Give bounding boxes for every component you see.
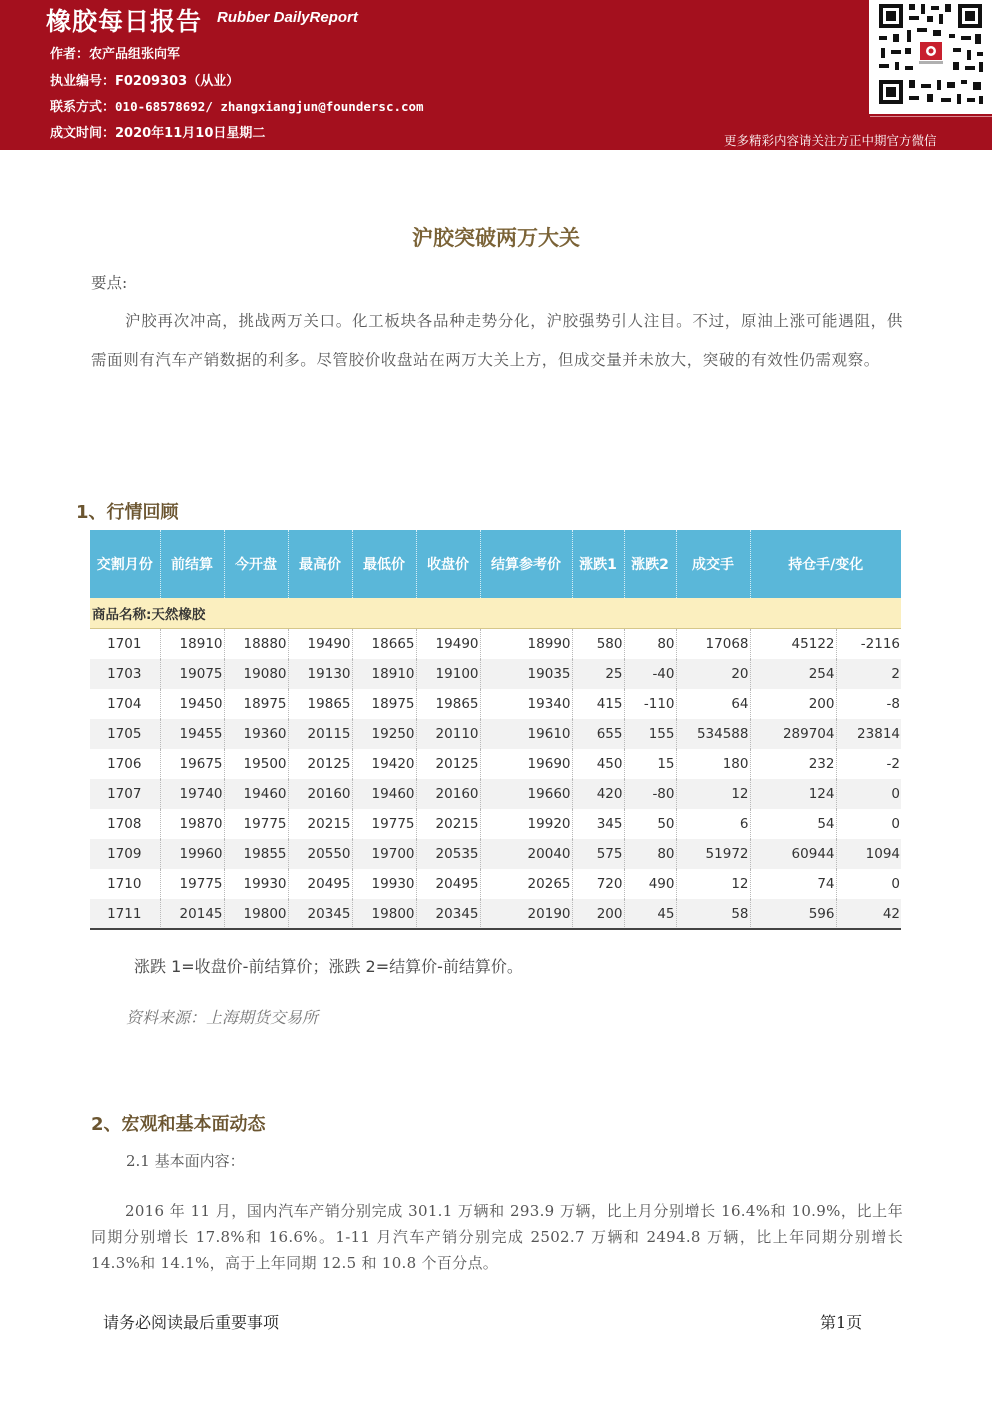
cell-settle-ref: 19660 [480, 779, 572, 809]
cell-change1: 580 [572, 629, 624, 660]
cell-settle-ref: 19920 [480, 809, 572, 839]
cell-prev-settle: 19775 [160, 869, 224, 899]
cell-close: 20495 [416, 869, 480, 899]
cell-close: 20345 [416, 899, 480, 929]
cell-oi-change: 0 [836, 869, 901, 899]
table-row [90, 809, 901, 839]
cell-volume: 64 [676, 689, 750, 719]
cell-settle-ref: 20040 [480, 839, 572, 869]
col-header-open-interest[interactable]: 持仓手/变化 [750, 530, 901, 598]
category-row [90, 598, 901, 629]
cell-prev-settle: 19675 [160, 749, 224, 779]
cell-change1: 415 [572, 689, 624, 719]
report-title: 橡胶每日报告 [46, 7, 203, 36]
cell-settle-ref: 20265 [480, 869, 572, 899]
cell-oi-change: 1094 [836, 839, 901, 869]
cell-open: 19080 [224, 659, 288, 689]
table-row [90, 719, 901, 749]
cell-open: 19460 [224, 779, 288, 809]
cell-volume: 180 [676, 749, 750, 779]
contact-label: 联系方式： [50, 100, 116, 115]
cell-delivery-month: 1709 [90, 839, 160, 869]
cell-open: 19360 [224, 719, 288, 749]
cell-oi-change: -8 [836, 689, 901, 719]
cell-close: 19490 [416, 629, 480, 660]
cell-delivery-month: 1711 [90, 899, 160, 929]
cell-change2: 155 [624, 719, 676, 749]
cell-change2: 80 [624, 839, 676, 869]
header-divider [870, 116, 992, 117]
cell-high: 20345 [288, 899, 352, 929]
cell-delivery-month: 1708 [90, 809, 160, 839]
col-header-close[interactable]: 收盘价 [416, 530, 480, 598]
cell-oi-change: 0 [836, 809, 901, 839]
table-bottom-border [90, 928, 901, 930]
table-header-row [90, 530, 901, 598]
cell-change2: 50 [624, 809, 676, 839]
cell-prev-settle: 19740 [160, 779, 224, 809]
cell-oi-change: 42 [836, 899, 901, 929]
fundamentals-paragraph: 2016 年 11 月，国内汽车产销分别完成 301.1 万辆和 293.9 万辆，比上月分别增长 16.4%和 10.9%，比上年同期分别增长 17.8%和 16.6%。1-11 月汽车产销分别完成 2502.7 万辆和 2494.8 万辆，比上年同期分别增长 14.3%和 14.1%，高于上年同期 12.5 和 10.8 个百分点。 [91, 1202, 903, 1272]
table-note: 涨跌 1=收盘价-前结算价；涨跌 2=结算价-前结算价。 [134, 957, 523, 976]
cell-close: 20125 [416, 749, 480, 779]
cell-low: 19420 [352, 749, 416, 779]
contact-value: 010-68578692/ zhangxiangjun@foundersc.com [115, 99, 424, 114]
cell-high: 20495 [288, 869, 352, 899]
cell-change2: 15 [624, 749, 676, 779]
cell-open-interest: 596 [750, 899, 836, 929]
cell-volume: 6 [676, 809, 750, 839]
table-row [90, 899, 901, 929]
cell-high: 20160 [288, 779, 352, 809]
cell-close: 20110 [416, 719, 480, 749]
cell-settle-ref: 19340 [480, 689, 572, 719]
table-row [90, 839, 901, 869]
table-row [90, 629, 901, 660]
cell-oi-change: 0 [836, 779, 901, 809]
cell-high: 19490 [288, 629, 352, 660]
cell-prev-settle: 19450 [160, 689, 224, 719]
cell-volume: 12 [676, 779, 750, 809]
cell-open: 19500 [224, 749, 288, 779]
cell-low: 19700 [352, 839, 416, 869]
col-header-settle-ref[interactable]: 结算参考价 [480, 530, 572, 598]
cell-delivery-month: 1707 [90, 779, 160, 809]
cell-delivery-month: 1710 [90, 869, 160, 899]
cell-settle-ref: 19610 [480, 719, 572, 749]
cell-open: 18975 [224, 689, 288, 719]
cell-prev-settle: 19960 [160, 839, 224, 869]
cell-volume: 17068 [676, 629, 750, 660]
col-header-high[interactable]: 最高价 [288, 530, 352, 598]
col-header-change1[interactable]: 涨跌1 [572, 530, 624, 598]
cell-open-interest: 54 [750, 809, 836, 839]
cell-close: 19865 [416, 689, 480, 719]
cell-settle-ref: 20190 [480, 899, 572, 929]
footer-disclaimer: 请务必阅读最后重要事项 [103, 1313, 280, 1332]
qr-code-graphic [869, 0, 992, 114]
keypoints-label: 要点: [91, 274, 128, 292]
license-line: 执业编号：F0209303（从业） [50, 74, 240, 89]
col-header-delivery-month[interactable]: 交割月份 [90, 530, 160, 598]
cell-open-interest: 60944 [750, 839, 836, 869]
cell-delivery-month: 1703 [90, 659, 160, 689]
cell-open: 19930 [224, 869, 288, 899]
cell-volume: 58 [676, 899, 750, 929]
cell-close: 20160 [416, 779, 480, 809]
cell-low: 19250 [352, 719, 416, 749]
cell-change2: -40 [624, 659, 676, 689]
cell-open-interest: 232 [750, 749, 836, 779]
cell-change2: 490 [624, 869, 676, 899]
cell-volume: 12 [676, 869, 750, 899]
cell-change1: 655 [572, 719, 624, 749]
cell-prev-settle: 19075 [160, 659, 224, 689]
cell-settle-ref: 19690 [480, 749, 572, 779]
cell-change2: 45 [624, 899, 676, 929]
cell-delivery-month: 1701 [90, 629, 160, 660]
wechat-note: 更多精彩内容请关注方正中期官方微信 [724, 133, 937, 148]
date-line: 成文时间：2020年11月10日星期二 [50, 126, 266, 141]
cell-open-interest: 74 [750, 869, 836, 899]
table-row [90, 779, 901, 809]
cell-open-interest: 289704 [750, 719, 836, 749]
cell-change1: 25 [572, 659, 624, 689]
col-header-prev-settle[interactable]: 前结算 [160, 530, 224, 598]
keypoints-paragraph: 沪胶再次冲高，挑战两万关口。化工板块各品种走势分化，沪胶强势引人注目。不过，原油上涨可能遇阻，供需面则有汽车产销数据的利多。尽管胶价收盘站在两万大关上方，但成交量并未放大，突破的有效性仍需观察。 [91, 312, 903, 369]
cell-prev-settle: 19455 [160, 719, 224, 749]
cell-high: 19865 [288, 689, 352, 719]
cell-volume: 20 [676, 659, 750, 689]
col-header-volume[interactable]: 成交手 [676, 530, 750, 598]
cell-high: 20115 [288, 719, 352, 749]
cell-low: 18910 [352, 659, 416, 689]
cell-open: 18880 [224, 629, 288, 660]
cell-change1: 345 [572, 809, 624, 839]
cell-oi-change: 2 [836, 659, 901, 689]
table-row [90, 869, 901, 899]
document-title: 沪胶突破两万大关 [412, 226, 580, 250]
col-header-low[interactable]: 最低价 [352, 530, 416, 598]
data-source: 资料来源：上海期货交易所 [126, 1008, 319, 1027]
author-line: 作者：农产品组张向军 [50, 47, 181, 62]
cell-open-interest: 254 [750, 659, 836, 689]
cell-delivery-month: 1706 [90, 749, 160, 779]
cell-change2: -80 [624, 779, 676, 809]
cell-oi-change: 23814 [836, 719, 901, 749]
cell-prev-settle: 18910 [160, 629, 224, 660]
cell-low: 19460 [352, 779, 416, 809]
cell-change1: 575 [572, 839, 624, 869]
table-row [90, 659, 901, 689]
cell-high: 20215 [288, 809, 352, 839]
cell-change1: 720 [572, 869, 624, 899]
cell-change1: 200 [572, 899, 624, 929]
cell-high: 20550 [288, 839, 352, 869]
cell-open-interest: 200 [750, 689, 836, 719]
report-title-en: Rubber DailyReport [217, 9, 358, 26]
cell-volume: 51972 [676, 839, 750, 869]
cell-close: 20215 [416, 809, 480, 839]
category-label: 商品名称:天然橡胶 [90, 598, 901, 629]
cell-close: 20535 [416, 839, 480, 869]
cell-open: 19775 [224, 809, 288, 839]
col-header-change2[interactable]: 涨跌2 [624, 530, 676, 598]
cell-change1: 450 [572, 749, 624, 779]
table-row [90, 689, 901, 719]
cell-low: 19930 [352, 869, 416, 899]
cell-low: 18665 [352, 629, 416, 660]
cell-prev-settle: 20145 [160, 899, 224, 929]
subsection-heading: 2.1 基本面内容： [126, 1152, 245, 1170]
cell-open: 19800 [224, 899, 288, 929]
cell-settle-ref: 18990 [480, 629, 572, 660]
section-heading-market-review: 1、行情回顾 [76, 502, 179, 523]
section-heading-macro: 2、宏观和基本面动态 [91, 1114, 266, 1135]
cell-open-interest: 124 [750, 779, 836, 809]
cell-volume: 534588 [676, 719, 750, 749]
cell-delivery-month: 1704 [90, 689, 160, 719]
cell-delivery-month: 1705 [90, 719, 160, 749]
cell-oi-change: -2 [836, 749, 901, 779]
col-header-open[interactable]: 今开盘 [224, 530, 288, 598]
cell-oi-change: -2116 [836, 629, 901, 660]
cell-change2: -110 [624, 689, 676, 719]
cell-high: 20125 [288, 749, 352, 779]
cell-open-interest: 45122 [750, 629, 836, 660]
page-number: 第1页 [820, 1313, 863, 1332]
cell-high: 19130 [288, 659, 352, 689]
table-row [90, 749, 901, 779]
cell-settle-ref: 19035 [480, 659, 572, 689]
cell-prev-settle: 19870 [160, 809, 224, 839]
cell-low: 19775 [352, 809, 416, 839]
contact-line [50, 96, 424, 115]
cell-low: 19800 [352, 899, 416, 929]
cell-close: 19100 [416, 659, 480, 689]
cell-low: 18975 [352, 689, 416, 719]
qr-code-icon[interactable] [869, 0, 992, 114]
cell-open: 19855 [224, 839, 288, 869]
cell-change1: 420 [572, 779, 624, 809]
market-data-table [90, 530, 901, 929]
cell-change2: 80 [624, 629, 676, 660]
